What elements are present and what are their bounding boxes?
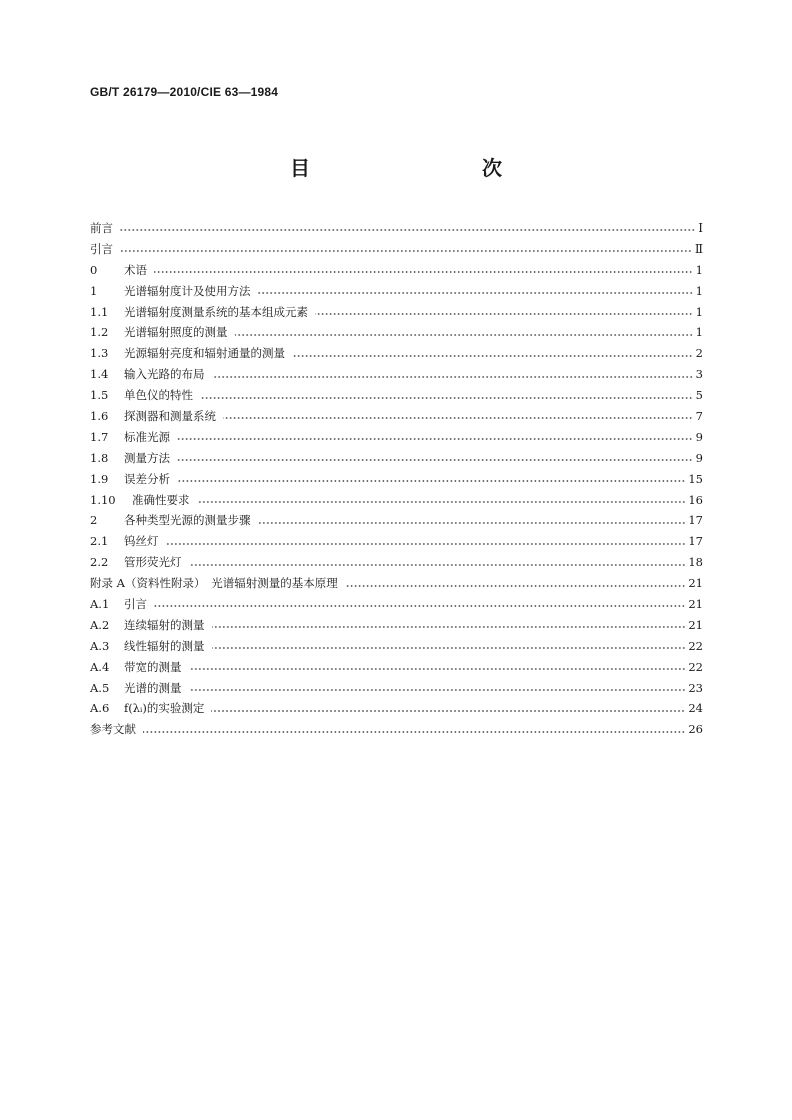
toc-entry-page: 17: [688, 534, 703, 549]
toc-dot-leader: [154, 605, 685, 607]
toc-entry-number: 1.6: [90, 409, 109, 424]
toc-entry-page: 21: [688, 597, 703, 612]
toc-dot-leader: [223, 417, 693, 419]
toc-entry[interactable]: [90, 218, 703, 239]
toc-entry-page: 3: [695, 367, 703, 382]
toc-dot-leader: [189, 689, 686, 691]
toc-entry-page: 21: [688, 617, 703, 632]
toc-entry-title: 输入光路的布局: [124, 367, 205, 382]
toc-entry-number: 1.7: [90, 429, 109, 444]
toc-entry[interactable]: [90, 343, 703, 364]
toc-entry-page: Ⅱ: [694, 241, 703, 256]
toc-entry-page: 22: [688, 638, 703, 653]
toc-entry-page: 9: [695, 429, 703, 444]
toc-entry-title: 光谱辐射照度的测量: [124, 325, 228, 340]
toc-entry-number: 2.1: [90, 534, 109, 549]
toc-entry-title: 测量方法: [124, 450, 170, 465]
toc-entry-number: A.6: [90, 701, 110, 716]
toc-dot-leader: [235, 334, 693, 336]
toc-entry[interactable]: [90, 636, 703, 657]
toc-entry[interactable]: [90, 531, 703, 552]
toc-entry-title: 光谱辐射度计及使用方法: [124, 283, 251, 298]
toc-entry-page: Ⅰ: [698, 221, 703, 235]
toc-dot-leader: [212, 647, 686, 649]
toc-entry[interactable]: [90, 678, 703, 699]
toc-entry-number: 1.5: [90, 388, 109, 403]
toc-entry-title: 前言: [90, 221, 113, 235]
toc-entry-title: 引言: [90, 241, 113, 256]
toc-entry-page: 1: [695, 262, 703, 277]
toc-entry[interactable]: [90, 364, 703, 385]
toc-entry[interactable]: [90, 490, 703, 511]
toc-entry[interactable]: [90, 594, 703, 615]
toc-entry-title: 参考文献: [90, 722, 136, 737]
toc-dot-leader: [211, 710, 685, 712]
toc-entry-title: 单色仪的特性: [124, 388, 193, 403]
toc-entry-page: 22: [688, 659, 703, 674]
toc-entry-page: 16: [688, 492, 703, 507]
toc-entry-title: 光谱的测量: [124, 680, 182, 695]
toc-dot-leader: [212, 376, 693, 378]
toc-entry-page: 24: [688, 701, 703, 716]
toc-entry-number: 1: [90, 283, 98, 298]
toc-entry[interactable]: [90, 469, 703, 490]
toc-entry-number: 1.3: [90, 346, 109, 361]
toc-dot-leader: [189, 668, 686, 670]
toc-entry-page: 2: [695, 346, 703, 361]
toc-entry-page: 9: [695, 450, 703, 465]
toc-dot-leader: [177, 459, 693, 461]
toc-entry-number: 1.4: [90, 367, 109, 382]
toc-dot-leader: [120, 229, 695, 231]
toc-entry-title: 误差分析: [124, 471, 170, 486]
toc-dot-leader: [258, 522, 686, 524]
toc-entry[interactable]: [90, 385, 703, 406]
toc-dot-leader: [258, 292, 693, 294]
toc-entry-title: 探测器和测量系统: [124, 409, 216, 424]
toc-dot-leader: [177, 480, 685, 482]
toc-entry[interactable]: [90, 552, 703, 573]
toc-entry-number: 1.10: [90, 492, 116, 507]
toc-entry[interactable]: [90, 239, 703, 260]
toc-entry-page: 7: [695, 409, 703, 424]
toc-entry-title: 术语: [124, 262, 147, 277]
toc-entry-title: 附录 A（资料性附录） 光谱辐射测量的基本原理: [90, 576, 338, 591]
toc-entry[interactable]: [90, 406, 703, 427]
toc-entry-number: A.2: [90, 617, 110, 632]
toc-dot-leader: [292, 355, 693, 357]
toc-entry[interactable]: [90, 322, 703, 343]
toc-dot-leader: [143, 731, 685, 733]
document-code: GB/T 26179—2010/CIE 63—1984: [90, 85, 279, 99]
toc-dot-leader: [177, 438, 693, 440]
toc-entry[interactable]: [90, 657, 703, 678]
toc-entry[interactable]: [90, 615, 703, 636]
toc-entry-title: 各种类型光源的测量步骤: [124, 513, 251, 528]
toc-entry-title: 引言: [124, 597, 147, 612]
toc-dot-leader: [212, 626, 686, 628]
toc-entry[interactable]: [90, 448, 703, 469]
toc-entry-page: 5: [695, 388, 703, 403]
toc-entry[interactable]: [90, 510, 703, 531]
toc-entry-page: 1: [695, 283, 703, 298]
toc-entry-page: 1: [695, 325, 703, 340]
toc-entry[interactable]: [90, 302, 703, 323]
toc-entry-title: f(λᵢ)的实验测定: [124, 701, 205, 716]
toc-dot-leader: [120, 250, 692, 252]
toc-entry-number: A.4: [90, 659, 110, 674]
toc-entry-number: 2.2: [90, 555, 109, 570]
toc-entry-number: 1.2: [90, 325, 109, 340]
toc-dot-leader: [315, 313, 693, 315]
toc-entry-page: 17: [688, 513, 703, 528]
toc-entry-title: 管形荧光灯: [124, 555, 182, 570]
toc-entry[interactable]: [90, 281, 703, 302]
toc-entry-page: 21: [688, 576, 703, 591]
toc-entry-number: 1.1: [90, 304, 109, 319]
toc-entry-number: 1.8: [90, 450, 109, 465]
toc-entry[interactable]: [90, 719, 703, 740]
toc-dot-leader: [166, 543, 686, 545]
toc-dot-leader: [197, 501, 686, 503]
toc-entry-page: 18: [688, 555, 703, 570]
toc-entry-title: 线性辐射的测量: [124, 638, 205, 653]
toc-entry[interactable]: [90, 573, 703, 594]
toc-entry-title: 连续辐射的测量: [124, 617, 205, 632]
toc-entry[interactable]: [90, 698, 703, 719]
toc-entry-page: 26: [688, 722, 703, 737]
toc-dot-leader: [200, 397, 693, 399]
table-of-contents: [90, 218, 703, 740]
toc-entry[interactable]: [90, 427, 703, 448]
toc-entry-number: A.5: [90, 680, 110, 695]
toc-entry-title: 准确性要求: [132, 492, 190, 507]
toc-dot-leader: [189, 564, 686, 566]
toc-entry-number: 2: [90, 513, 98, 528]
toc-entry-page: 1: [695, 304, 703, 319]
toc-entry-title: 光谱辐射度测量系统的基本组成元素: [124, 304, 308, 319]
toc-entry-title: 钨丝灯: [124, 534, 159, 549]
toc-entry-number: 1.9: [90, 471, 109, 486]
toc-entry[interactable]: [90, 260, 703, 281]
toc-dot-leader: [154, 271, 693, 273]
toc-entry-number: 0: [90, 262, 98, 277]
toc-entry-page: 15: [688, 471, 703, 486]
toc-entry-title: 带宽的测量: [124, 659, 182, 674]
toc-entry-title: 光源辐射亮度和辐射通量的测量: [124, 346, 285, 361]
toc-entry-number: A.1: [90, 597, 110, 612]
toc-entry-page: 23: [688, 680, 703, 695]
toc-title: 目 次: [290, 156, 546, 180]
toc-entry-title: 标准光源: [124, 429, 170, 444]
toc-entry-number: A.3: [90, 638, 110, 653]
toc-dot-leader: [345, 585, 686, 587]
